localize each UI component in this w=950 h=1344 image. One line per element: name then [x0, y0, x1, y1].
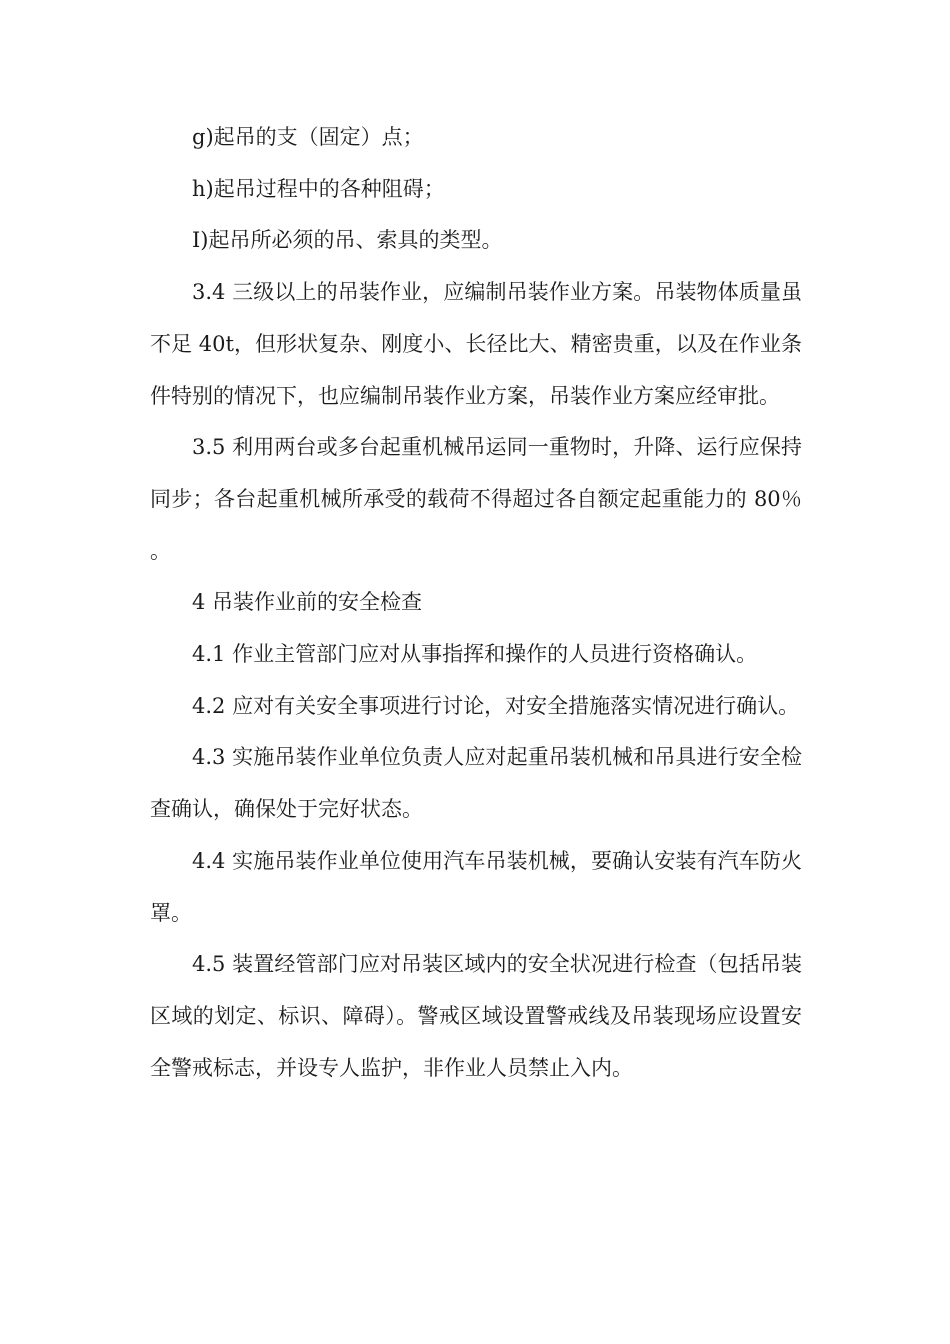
paragraph-4-2: 4.2 应对有关安全事项进行讨论，对安全措施落实情况进行确认。 — [192, 693, 800, 718]
section-heading-4: 4 吊装作业前的安全检查 — [192, 590, 423, 615]
paragraph-item-h: h)起吊过程中的各种阻碍； — [192, 176, 445, 201]
paragraph-4-3: 4.3 实施吊装作业单位负责人应对起重吊装机械和吊具进行安全检查确认，确保处于完好状态。 — [150, 745, 802, 822]
paragraph-4-4: 4.4 实施吊装作业单位使用汽车吊装机械，要确认安装有汽车防火罩。 — [150, 848, 802, 925]
paragraph-4-5: 4.5 装置经管部门应对吊装区域内的安全状况进行检查（包括吊装区域的划定、标识、障碍）。警戒区域设置警戒线及吊装现场应设置安全警戒标志，并设专人监护，非作业人员禁止入内。 — [150, 952, 802, 1080]
paragraph-4-1: 4.1 作业主管部门应对从事指挥和操作的人员进行资格确认。 — [192, 642, 758, 667]
paragraph-3-4: 3.4 三级以上的吊装作业，应编制吊装作业方案。吊装物体质量虽不足 40t，但形状复杂、刚度小、长径比大、精密贵重，以及在作业条件特别的情况下，也应编制吊装作业方案，吊装作业方案应经审批。 — [150, 280, 802, 408]
document-body — [150, 112, 802, 1094]
paragraph-item-g: g)起吊的支（固定）点； — [192, 125, 424, 149]
paragraph-3-5: 3.5 利用两台或多台起重机械吊运同一重物时，升降、运行应保持同步；各台起重机械所承受的载荷不得超过各自额定起重能力的 80％。 — [150, 435, 802, 563]
paragraph-item-i: I)起吊所必须的吊、索具的类型。 — [192, 228, 503, 253]
